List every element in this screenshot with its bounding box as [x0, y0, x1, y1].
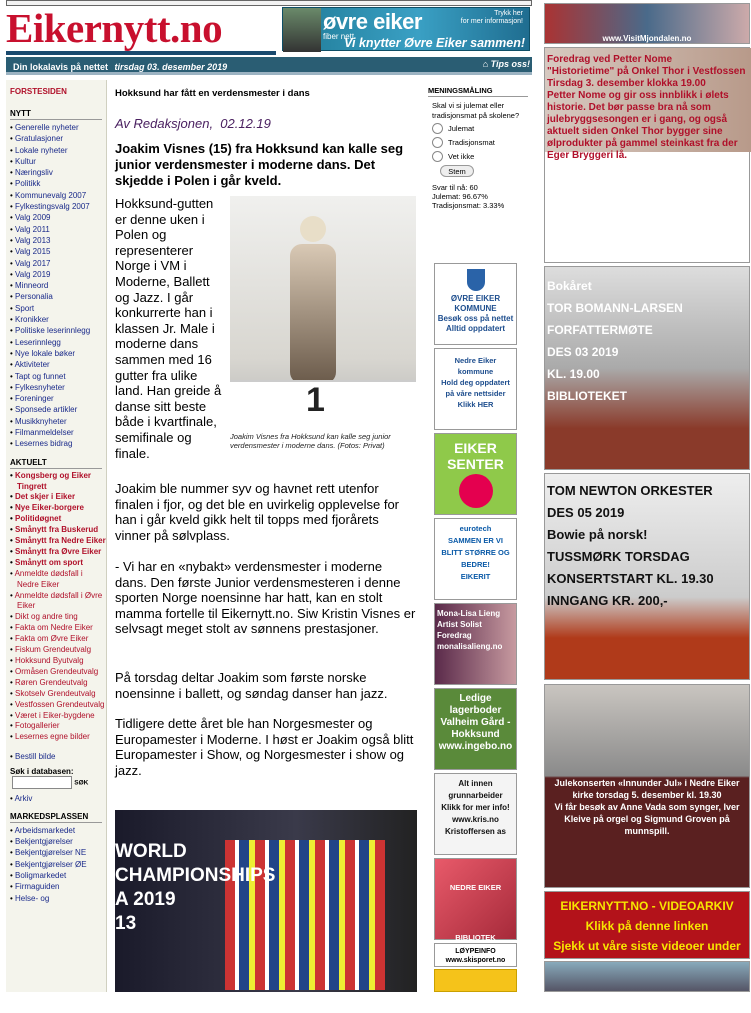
slogan: Din lokalavis på nettet — [13, 62, 109, 72]
sidebar-link[interactable]: • Næringsliv — [10, 167, 106, 178]
search-label: Søk i databasen: — [10, 766, 74, 776]
banner-photo — [283, 8, 321, 52]
sidebar-link[interactable]: • Lesernes egne bilder — [10, 732, 106, 743]
poll-heading: MENINGSMÅLING — [428, 86, 528, 97]
sidebar-link[interactable]: • Valg 2015 — [10, 246, 106, 257]
banner-ovre-eiker-fiber[interactable] — [282, 7, 530, 51]
sidebar-link[interactable]: • Boligmarkedet — [10, 870, 106, 881]
sidebar-link[interactable]: • Fylkestingsvalg 2007 — [10, 201, 106, 212]
sidebar-link[interactable]: • Smånytt om sport — [10, 558, 106, 569]
sidebar-link[interactable]: • Hokksund Byutvalg — [10, 656, 106, 667]
article-p1: Hokksund-gutten er denne uken i Polen og representerer Norge i VM i Moderne, Ballett og Jazz. I går konkurrerte han i klassen Jr. Male i moderne dans sammen med 16 gutter fra ulike land. Han greide å danse sitt beste både i kvartfinale, semifinale og finale. — [115, 196, 222, 461]
date-label: tirsdag 03. desember 2019 — [114, 62, 228, 72]
sidebar-link[interactable]: • Røren Grendeutvalg — [10, 678, 106, 689]
ad-text: ØVRE EIKER KOMMUNE Besøk oss på nettet Alltid oppdatert — [437, 294, 514, 333]
radio-button[interactable] — [432, 137, 443, 148]
ad-text: NEDRE EIKER BIBLIOTEK — [449, 883, 502, 942]
poll-total: Svar til nå: 60 — [432, 182, 478, 192]
sidebar-link[interactable]: • Ormåsen Grendeutvalg — [10, 667, 106, 678]
ad-videoarkiv[interactable] — [544, 891, 750, 959]
aktuelt-list — [10, 471, 106, 744]
ad-text: Nedre Eiker kommune Hold deg oppdatert på våre nettsider Klikk HER — [441, 356, 510, 409]
sidebar-link[interactable]: • Smånytt fra Øvre Eiker — [10, 547, 106, 558]
sidebar-link[interactable]: • Dikt og andre ting — [10, 612, 106, 623]
ad-text: eurotech SAMMEN ER VI BLITT STØRRE OG BEDRE! EIKERIT — [441, 524, 510, 581]
article-p4: På torsdag deltar Joakim som første norske noensinne i ballett, og søndag danser han jazz. — [115, 670, 388, 701]
poll-option-3[interactable] — [428, 151, 528, 162]
article-byline: Av Redaksjonen, 02.12.19 — [115, 115, 271, 131]
search-button[interactable]: SØK — [74, 779, 89, 787]
sidebar-link[interactable]: • Politikk — [10, 178, 106, 189]
banner-small: Trykk her for mer informasjon! — [460, 10, 523, 25]
photo2-text: WORLD CHAMPIONSHIPS A 2019 13 — [115, 841, 276, 934]
article-p5: Tidligere dette året ble han Norgesmester og Europamester i Moderne. I høst er Joakim også blitt Europamester i Show, og Norgesmester i show og jazz. — [115, 716, 414, 778]
ad-ovre-eiker-kommune[interactable] — [434, 263, 517, 345]
ad-text: Ledige lagerboder Valheim Gård - Hokksund www.ingebo.no — [438, 693, 513, 752]
sidebar-link[interactable]: • Firmaguiden — [10, 881, 106, 892]
section-nytt-heading: NYTT — [10, 109, 102, 120]
search-input[interactable] — [12, 776, 72, 789]
markedsplass-list — [10, 825, 106, 904]
sidebar-link[interactable]: • Bekjentgjørelser ØE — [10, 859, 106, 870]
sidebar-link[interactable]: • Kommunevalg 2007 — [10, 190, 106, 201]
sidebar-link[interactable]: • Sport — [10, 303, 106, 314]
sidebar-link[interactable]: • Kongsberg og Eiker Tingrett — [10, 471, 106, 493]
dancer-body — [290, 244, 336, 384]
poll-option-label: Julemat — [448, 123, 475, 133]
sidebar-link[interactable]: • Nye Eiker-borgere — [10, 503, 106, 514]
banner-title: øvre eiker — [323, 9, 422, 34]
sidebar-link[interactable]: • Fakta om Øvre Eiker — [10, 634, 106, 645]
crest-icon — [467, 269, 485, 291]
poll-option-label: Tradisjonsmat — [448, 137, 495, 147]
sidebar-link[interactable]: • Fylkesnyheter — [10, 382, 106, 393]
poll-result-2: Tradisjonsmat: 3.33% — [432, 201, 505, 211]
article-photo-1[interactable] — [230, 196, 416, 428]
author: Av Redaksjonen — [115, 115, 210, 131]
ad-julekonserten[interactable] — [544, 684, 750, 888]
banner-tagline: Vi knytter Øvre Eiker sammen! — [344, 36, 525, 50]
sidebar-link[interactable]: • Anmeldte dødsfall i Øvre Eiker — [10, 591, 106, 613]
nytt-list — [10, 122, 106, 450]
poll-option-label: Vet ikke — [448, 151, 475, 161]
sidebar-link[interactable]: • Nye lokale bøker — [10, 348, 106, 359]
navbar — [6, 57, 532, 75]
sidebar-link[interactable]: • Generelle nyheter — [10, 122, 106, 133]
sidebar-link[interactable]: • Sponsede artikler — [10, 404, 106, 415]
ad-loypeinfo[interactable] — [434, 943, 517, 967]
ad-text: Julekonserten «Innunder Jul» i Nedre Eiker kirke torsdag 5. desember kl. 19.30 Vi får besøk av Anne Vada som synger, Iver Kleive på orgel og Sigmund Groven på munnspill. — [554, 778, 740, 836]
sidebar-link[interactable]: • Minneord — [10, 280, 106, 291]
ad-petter-nome[interactable] — [544, 47, 750, 263]
left-sidebar — [6, 80, 107, 992]
ad-photo-bottom[interactable] — [544, 961, 750, 992]
poll-result-1: Julemat: 96.67% — [432, 192, 488, 202]
sidebar-link[interactable]: • Valg 2009 — [10, 212, 106, 223]
sidebar-link[interactable]: • Leserinnlegg — [10, 337, 106, 348]
ad-text: Alt innen grunnarbeider Klikk for mer info! www.kris.no Kristoffersen as — [441, 779, 510, 836]
ad-text: Mona-Lisa Lieng Artist Solist Foredrag monalisalieng.no — [437, 609, 503, 651]
podium-number: 1 — [306, 381, 325, 419]
sidebar-link[interactable]: • Personalia — [10, 291, 106, 302]
sidebar-link[interactable]: • Smånytt fra Nedre Eiker — [10, 536, 106, 547]
sidebar-link[interactable]: • Bekjentgjørelser NE — [10, 847, 106, 858]
ad-mona-lisa-lieng[interactable] — [434, 603, 517, 685]
ad-ledige-lagerboder[interactable] — [434, 688, 517, 770]
ad-nedre-eiker-kommune[interactable] — [434, 348, 517, 430]
ad-text: LØYPEINFO www.skisporet.no — [445, 948, 506, 964]
sidebar-link[interactable]: • Tapt og funnet — [10, 371, 106, 382]
sidebar-link[interactable]: • Bekjentgjørelser — [10, 836, 106, 847]
sidebar-link[interactable]: • Foreninger — [10, 393, 106, 404]
logo-underline — [6, 51, 276, 55]
sidebar-link[interactable]: • Kultur — [10, 156, 106, 167]
sidebar-link[interactable]: • Aktiviteter — [10, 359, 106, 370]
ad-yellow[interactable] — [434, 969, 517, 992]
sidebar-link[interactable]: • Fotogallerier — [10, 721, 106, 732]
poll-option-2[interactable] — [428, 137, 528, 148]
sidebar-link[interactable]: • Lokale nyheter — [10, 145, 106, 156]
section-marked-heading: MARKEDSPLASSEN — [10, 812, 102, 823]
sidebar-link[interactable]: • Politidøgnet — [10, 514, 106, 525]
tips-label: Tips oss! — [490, 59, 530, 69]
poll-results — [428, 183, 528, 211]
badge-icon — [459, 474, 493, 508]
ad-text: EIKERNYTT.NO - VIDEOARKIV Klikk på denne linken Sjekk ut våre siste videoer under — [553, 899, 741, 953]
sidebar-link[interactable]: • Helse- og — [10, 893, 106, 904]
ad-nedre-eiker-bibliotek[interactable] — [434, 858, 517, 940]
poll — [428, 86, 528, 211]
radio-button[interactable] — [432, 151, 443, 162]
ad-text: www.VisitMjondalen.no — [602, 34, 692, 43]
sidebar-link[interactable]: • Kronikker — [10, 314, 106, 325]
sidebar-link[interactable]: • Fakta om Nedre Eiker — [10, 623, 106, 634]
sidebar-link[interactable]: • Valg 2011 — [10, 224, 106, 235]
sidebar-link[interactable]: • Fiskum Grendeutvalg — [10, 645, 106, 656]
sidebar-link[interactable]: • Valg 2017 — [10, 258, 106, 269]
ad-text: Foredrag ved Petter Nome "Historietime" på Onkel Thor i Vestfossen Tirsdag 3. desember klokka 19.00 Petter Nome og gir oss innblikk i ølets historie. Det bør passe bra nå som julebryggsesongen er i gang, og også aktuelt siden Onkel Thor bygger sine ølprodukter på gammel steinkast fra der Eger Bryggeri lå. — [547, 54, 746, 161]
sidebar-link[interactable]: • Det skjer i Eiker — [10, 492, 106, 503]
ad-kristoffersen[interactable] — [434, 773, 517, 855]
sidebar-link[interactable]: • Arbeidsmarkedet — [10, 825, 106, 836]
sidebar-link[interactable]: • Valg 2013 — [10, 235, 106, 246]
sidebar-link[interactable]: • Anmeldte dødsfall i Nedre Eiker — [10, 569, 106, 591]
ad-tor-bomann-larsen[interactable] — [544, 266, 750, 470]
ad-visit-mjondalen[interactable] — [544, 3, 750, 44]
arkiv-link[interactable]: • Arkiv — [10, 793, 106, 804]
ad-eurotech[interactable] — [434, 518, 517, 600]
ad-text: Bokåret TOR BOMANN-LARSEN FORFATTERMØTE DES 03 2019 KL. 19.00 BIBLIOTEKET — [547, 279, 683, 403]
bestill-bilde-link[interactable]: • Bestill bilde — [10, 751, 106, 762]
banner-sub: fiber nett — [323, 32, 355, 41]
sidebar-link[interactable]: • Gratulasjoner — [10, 133, 106, 144]
ad-text: EIKER SENTER — [447, 440, 504, 472]
sidebar-link[interactable]: • Politiske leserinnlegg — [10, 325, 106, 336]
sidebar-link[interactable]: • Valg 2019 — [10, 269, 106, 280]
sidebar-link[interactable]: • Skotselv Grendeutvalg — [10, 689, 106, 700]
frontpage-link[interactable]: FORSTESIDEN — [10, 87, 67, 96]
dancer-head — [300, 216, 326, 242]
ad-eiker-senter[interactable] — [434, 433, 517, 515]
article — [115, 86, 417, 201]
article-date: 02.12.19 — [220, 115, 271, 131]
sidebar-link[interactable]: • Musikknyheter — [10, 416, 106, 427]
article-lead: Joakim Visnes (15) fra Hokksund kan kalle seg junior verdensmester i moderne dans. Det skjedde i Polen i går kveld. — [115, 141, 404, 188]
section-aktuelt-heading: AKTUELT — [10, 458, 102, 469]
sidebar-link[interactable]: • Filmanmeldelser — [10, 427, 106, 438]
ad-text: TOM NEWTON ORKESTER DES 05 2019 Bowie på norsk! TUSSMØRK TORSDAG KONSERTSTART KL. 19.30 INNGANG KR. 200,- — [547, 483, 714, 608]
tips-link[interactable]: ⌂ Tips oss! — [482, 59, 530, 69]
photo-caption: Joakim Visnes fra Hokksund kan kalle seg junior verdensmester i moderne dans. (Fotos: Privat) — [230, 432, 391, 450]
sidebar-link[interactable]: • Smånytt fra Buskerud — [10, 525, 106, 536]
vote-button[interactable]: Stem — [440, 165, 474, 177]
ad-tom-newton-orkester[interactable] — [544, 473, 750, 680]
radio-button[interactable] — [432, 123, 443, 134]
site-logo[interactable]: Eikernytt.no — [6, 5, 223, 51]
poll-option-1[interactable] — [428, 123, 528, 134]
sidebar-link[interactable]: • Lesernes bidrag — [10, 438, 106, 449]
article-photo-2[interactable] — [115, 810, 417, 992]
article-p2: Joakim ble nummer syv og havnet rett utenfor finalen i fjor, og det ble en uvirkelig opplevelse for han i går kveld gikk helt til topps med fjorårets vinner på sølvplass. — [115, 481, 400, 543]
article-p3: - Vi har en «nybakt» verdensmester i moderne dans. Den første Junior verdensmesteren i denne sporten Norge noensinne har hatt, kan en stolt mamma fortelle til Eikernytt.no. Siw Kristin Visnes er selvsagt meget stolt av sønnens prestasjoner. — [115, 559, 416, 637]
sidebar-link[interactable]: • Været i Eiker-bygdene — [10, 711, 106, 722]
sidebar-link[interactable]: • Vestfossen Grendeutvalg — [10, 700, 106, 711]
poll-question: Skal vi si julemat eller tradisjonsmat på skolene? — [432, 101, 520, 120]
article-headline: Hokksund har fått en verdensmester i dans — [115, 88, 310, 99]
